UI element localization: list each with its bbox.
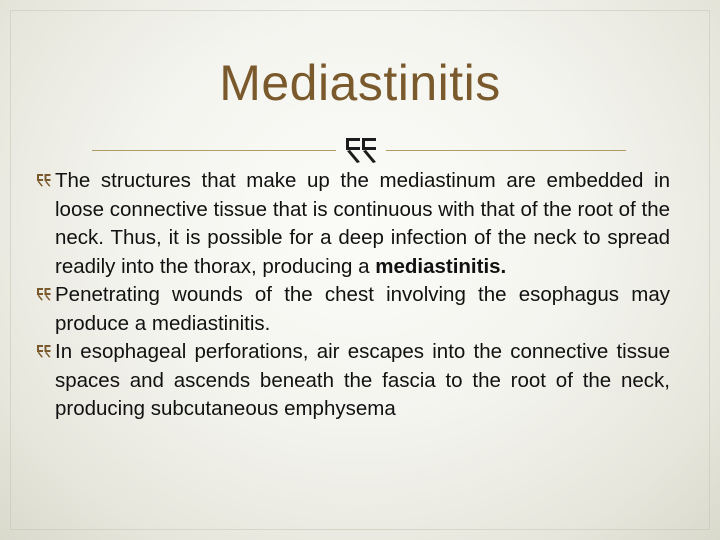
quote-bullet-icon bbox=[36, 344, 52, 358]
divider-left-line bbox=[92, 150, 336, 151]
bullet-item bbox=[36, 338, 670, 424]
quote-bullet-icon bbox=[36, 287, 52, 301]
bullet-bold-term: mediastinitis. bbox=[375, 254, 507, 278]
bullet-text: In esophageal perforations, air escapes into the connective tissue spaces and ascends beneath the fascia to the root of the neck, producing subcutaneous emphysema bbox=[55, 340, 670, 420]
divider-right-line bbox=[386, 150, 626, 151]
bullet-item bbox=[36, 167, 670, 281]
slide-title: Mediastinitis bbox=[219, 55, 501, 111]
bullet-text: Penetrating wounds of the chest involving the esophagus may produce a mediastinitis. bbox=[55, 283, 670, 335]
bullet-list bbox=[36, 167, 670, 424]
quote-bullet-icon bbox=[36, 173, 52, 187]
quote-marks-icon bbox=[342, 136, 382, 164]
bullet-text: The structures that make up the mediastinum are embedded in loose connective tissue that is continuous with that of the root of the neck. Thus, it is possible for a deep infection of the neck to spread readily into the thorax, producing a bbox=[55, 169, 670, 278]
bullet-item bbox=[36, 281, 670, 338]
